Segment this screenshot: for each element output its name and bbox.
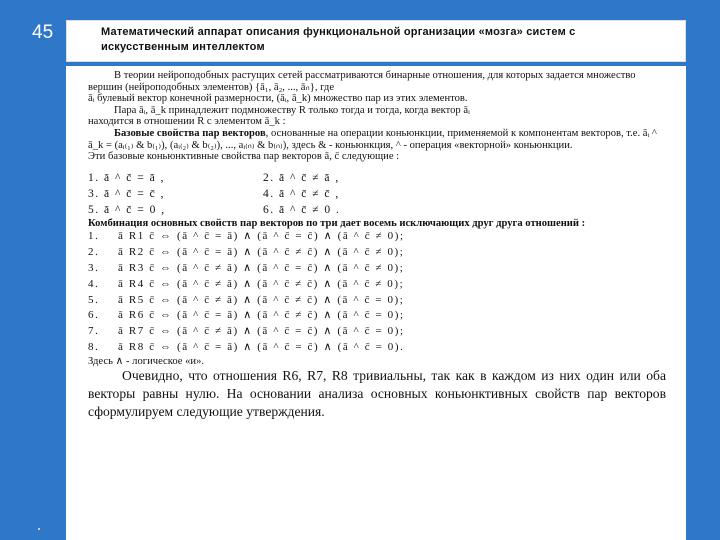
- property-item: 2. ā ^ c̄ ≠ ā ,: [263, 171, 340, 184]
- relations-list: [88, 229, 666, 355]
- property-row: [88, 202, 666, 218]
- property-item: 6. ā ^ c̄ ≠ 0 .: [263, 203, 341, 216]
- slide-title: Математический аппарат описания функциональной организации «мозга» систем с искусственным интеллектом: [66, 20, 686, 62]
- property-item: 3. ā ^ c̄ = c̄ ,: [88, 187, 165, 200]
- relation-number: 6.: [88, 309, 100, 322]
- relation-number: 3.: [88, 261, 100, 274]
- relation-line: [88, 308, 666, 324]
- relation-number: 8.: [88, 340, 100, 353]
- relation-line: [88, 245, 666, 261]
- relation-formula: ā R2 c̄ ⇔ (ā ^ c̄ = ā) ∧ (ā ^ c̄ ≠ c̄) ∧ (ā ^ c̄ ≠ 0);: [118, 246, 405, 259]
- relation-number: 1.: [88, 230, 100, 243]
- relation-line: [88, 293, 666, 309]
- relation-number: 2.: [88, 246, 100, 259]
- slide-number: 45: [32, 22, 54, 43]
- property-row: [88, 186, 666, 202]
- basic-properties-text: , основанные на операции коньюнкции, применяемой к компонентам векторов, т.е. āᵢ ^ ā_k = (aᵢ₍₁₎ & b₍₁₎), (aᵢ₍₂₎ & b₍₂₎), ..., aᵢ₍ₙ₎ & b₍ₙ₎), здесь & - коньюнкция, ^ - операция «векторной» коньюнкции.: [88, 127, 657, 151]
- document-page: [66, 66, 686, 540]
- basic-properties-paragraph: [88, 128, 666, 151]
- property-item: 5. ā ^ c̄ = 0 ,: [88, 203, 166, 216]
- property-row: [88, 170, 666, 186]
- relation-line: [88, 340, 666, 356]
- relation-number: 4.: [88, 277, 100, 290]
- relation-number: 7.: [88, 325, 100, 338]
- conclusion-paragraph: Очевидно, что отношения R6, R7, R8 тривиальны, так как в каждом из них один или оба векторы равны нулю. На основании анализа основных коньюнктивных свойств пар векторов сформулируем следующие утверждения.: [88, 368, 666, 420]
- intro-line-4: находится в отношении R с элементом ā_k :: [88, 116, 286, 128]
- relation-formula: ā R7 c̄ ⇔ (ā ^ c̄ ≠ ā) ∧ (ā ^ c̄ = c̄) ∧ (ā ^ c̄ = 0);: [118, 325, 405, 338]
- relation-line: [88, 261, 666, 277]
- relation-line: [88, 277, 666, 293]
- intro-line-2: āᵢ булевый вектор конечной размерности, (āᵢ, ā_k) множество пар из этих элементов.: [88, 93, 468, 105]
- relation-formula: ā R6 c̄ ⇔ (ā ^ c̄ = ā) ∧ (ā ^ c̄ ≠ c̄) ∧ (ā ^ c̄ = 0);: [118, 309, 405, 322]
- relation-line: [88, 229, 666, 245]
- property-item: 1. ā ^ c̄ = ā ,: [88, 171, 165, 184]
- relation-formula: ā R3 c̄ ⇔ (ā ^ c̄ ≠ ā) ∧ (ā ^ c̄ = c̄) ∧ (ā ^ c̄ ≠ 0);: [118, 261, 405, 274]
- corner-mark: [38, 528, 40, 530]
- intro-line-1: В теории нейроподобных растущих сетей рассматриваются бинарные отношения, для которых задается множество вершин (нейроподобных элементов) {ā₁, ā₂, ..., āₙ}, где: [88, 70, 636, 93]
- relation-line: [88, 324, 666, 340]
- combination-text: Комбинация основных свойств пар векторов по три дает восемь исключающих друг друга отношений :: [88, 217, 586, 229]
- logic-note: Здесь ∧ - логическое «и».: [88, 355, 205, 367]
- intro-line-3: Пара āᵢ, ā_k принадлежит подмножеству R только тогда и тогда, когда вектор āᵢ: [114, 104, 470, 116]
- relation-formula: ā R1 c̄ ⇔ (ā ^ c̄ = ā) ∧ (ā ^ c̄ = c̄) ∧ (ā ^ c̄ ≠ 0);: [118, 230, 405, 243]
- relation-number: 5.: [88, 293, 100, 306]
- property-item: 4. ā ^ c̄ ≠ c̄ ,: [263, 187, 340, 200]
- basic-list-intro: Эти базовые коньюнктивные свойства пар векторов ā, c̄ следующие :: [88, 151, 400, 163]
- relation-formula: ā R8 c̄ ⇔ (ā ^ c̄ = ā) ∧ (ā ^ c̄ = c̄) ∧ (ā ^ c̄ = 0).: [118, 340, 405, 353]
- relation-formula: ā R5 c̄ ⇔ (ā ^ c̄ ≠ ā) ∧ (ā ^ c̄ ≠ c̄) ∧ (ā ^ c̄ = 0);: [118, 293, 405, 306]
- relation-formula: ā R4 c̄ ⇔ (ā ^ c̄ ≠ ā) ∧ (ā ^ c̄ ≠ c̄) ∧ (ā ^ c̄ ≠ 0);: [118, 277, 405, 290]
- basic-properties-heading: Базовые свойства пар векторов: [114, 127, 266, 139]
